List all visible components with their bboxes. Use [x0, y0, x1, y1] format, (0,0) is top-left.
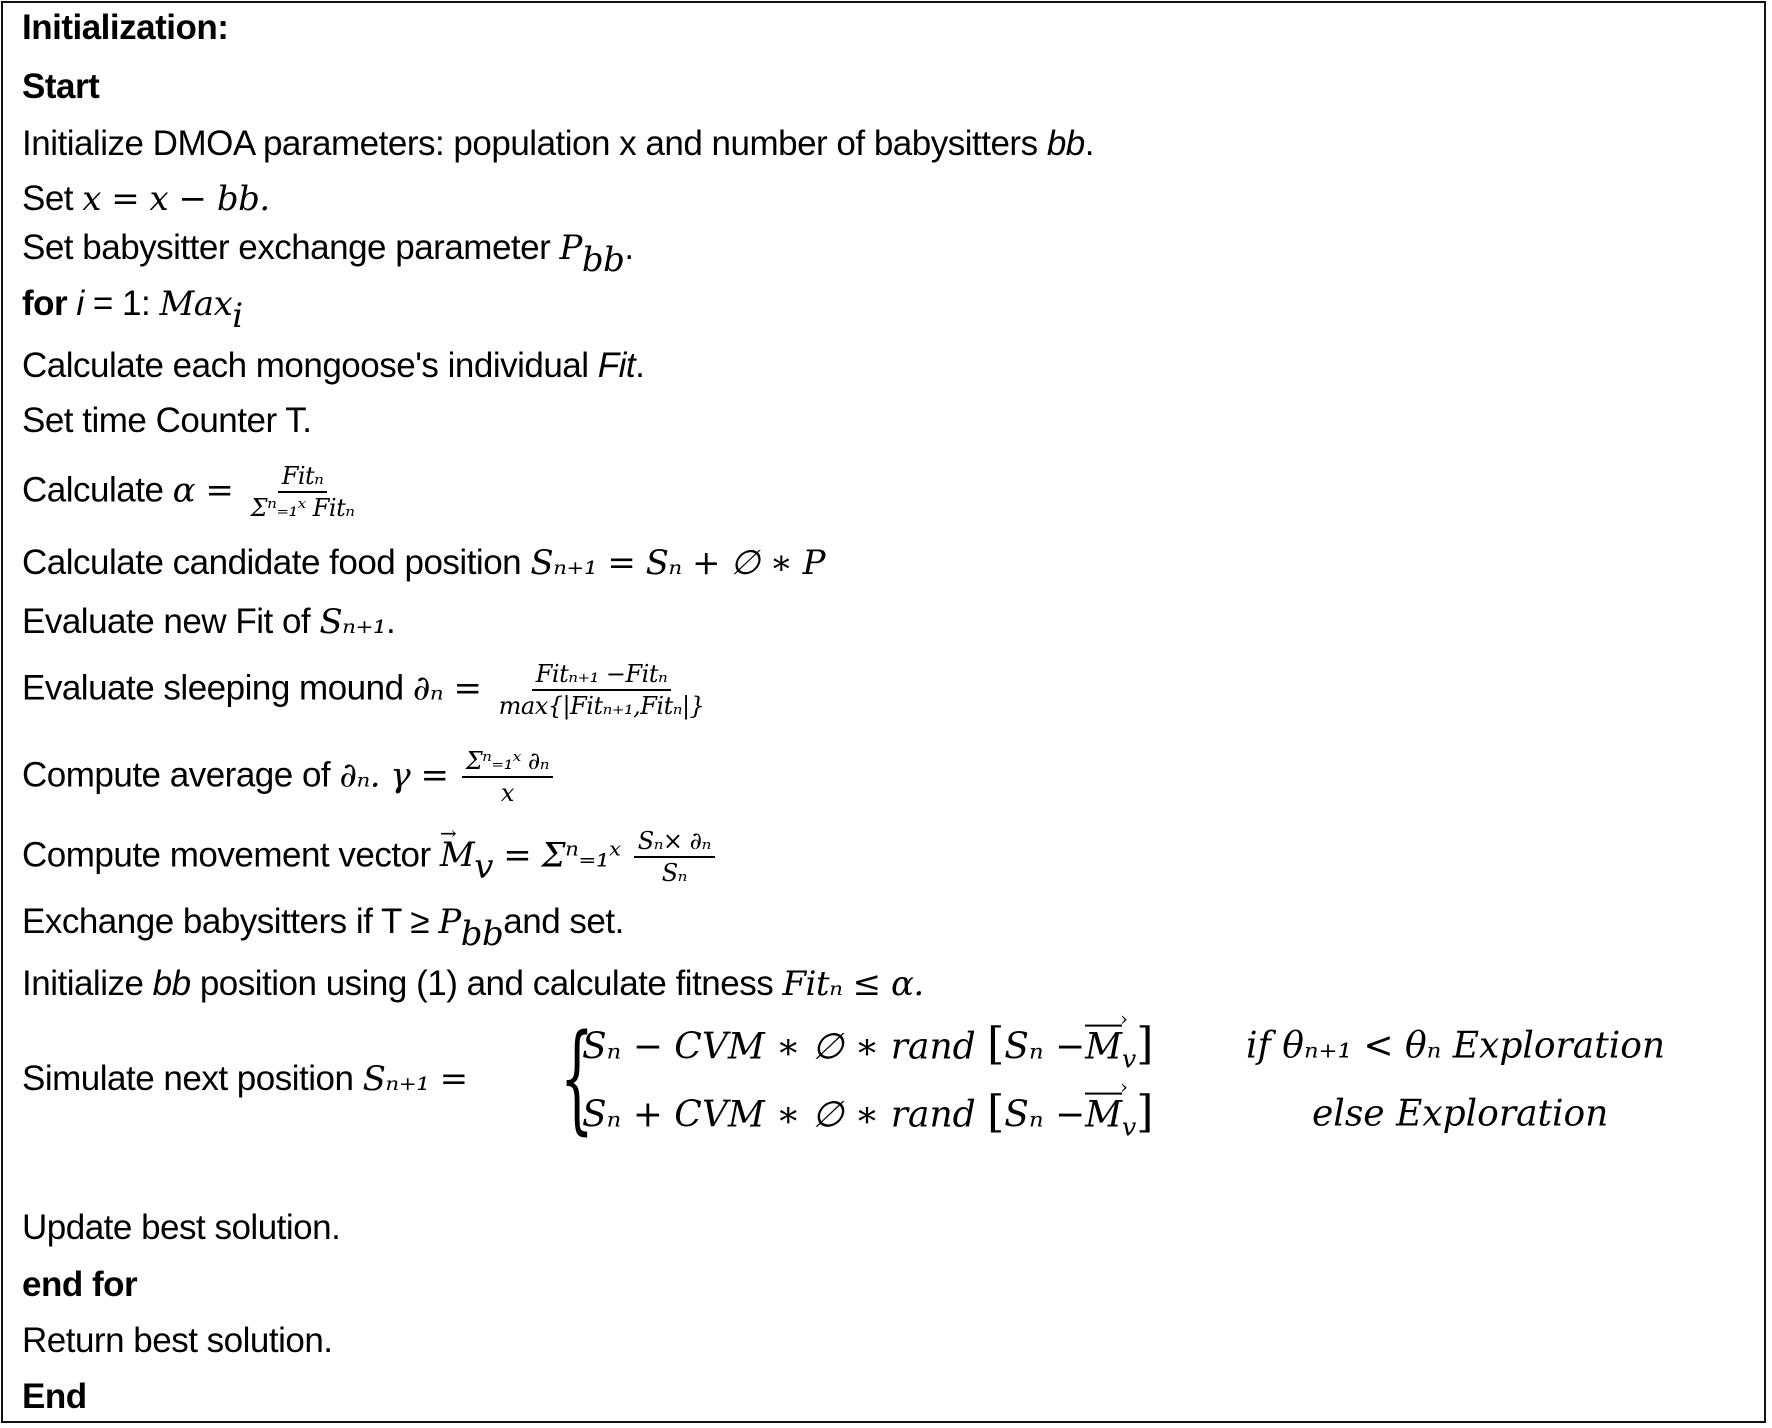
movement-vector-line: Compute movement vector → $M_v$ = Σⁿ₌₁ˣ $\frac{\text{Sₙ× ∂ₙ}}{\text{Sₙ}}$ — [22, 826, 719, 888]
calc-fit-line: Calculate each mongoose's individual Fit. — [22, 346, 645, 385]
average-fraction: $\frac{\text{Σⁿ₌₁ˣ ∂ₙ}}{x}$ — [462, 746, 553, 808]
for-loop-line: for i = 1: Max$_i$ — [22, 284, 243, 336]
set-pbb-line: Set babysitter exchange parameter $P_{bb}$. — [22, 228, 634, 280]
init-bb-line: Initialize bb position using (1) and calculate fitness Fitₙ ≤ α. — [22, 964, 924, 1004]
start-keyword: Start — [22, 67, 100, 106]
sleeping-mound-line: Evaluate sleeping mound ∂ₙ = $\frac{\text{Fitₙ₊₁ −Fitₙ}}{\text{max\{|Fitₙ₊₁,Fitₙ|\}}}$ — [22, 659, 712, 721]
case-exploration-1: Sₙ − CVM ∗ ∅ ∗ rand [Sₙ −M $›_v$] — [582, 1019, 1153, 1074]
condition-2: else Exploration — [1312, 1093, 1609, 1135]
return-line: Return best solution. — [22, 1321, 333, 1360]
average-line: Compute average of ∂ₙ. γ = $\frac{\text{Σⁿ₌₁ˣ ∂ₙ}}{x}$ — [22, 746, 557, 808]
init-params-line: Initialize DMOA parameters: population x and number of babysitters bb. — [22, 124, 1094, 163]
alpha-fraction: $\frac{\text{Fitₙ}}{\text{Σⁿ₌₁ˣ Fitₙ}}$ — [250, 462, 355, 522]
case-exploration-2: Sₙ + CVM ∗ ∅ ∗ rand [Sₙ −M $›_v$] — [582, 1087, 1153, 1142]
sleep-fraction: $\frac{\text{Fitₙ₊₁ −Fitₙ}}{\text{max\{|Fitₙ₊₁,Fitₙ|\}}}$ — [498, 660, 705, 720]
candidate-line: Calculate candidate food position Sₙ₊₁ = Sₙ + ∅ ∗ P — [22, 543, 826, 583]
piecewise-brace: { — [560, 1008, 594, 1146]
calc-alpha-line: Calculate α = $\frac{\text{Fitₙ}}{\text{Σⁿ₌₁ˣ Fitₙ}}$ — [22, 461, 362, 523]
set-x-formula: x = x − bb. — [82, 179, 270, 219]
eval-fit-line: Evaluate new Fit of Sₙ₊₁. — [22, 602, 396, 642]
simulate-line: Simulate next position Sₙ₊₁ = — [22, 1059, 468, 1099]
condition-1: if θₙ₊₁ < θₙ Exploration — [1246, 1025, 1666, 1067]
exchange-line: Exchange babysitters if $T \ge P_{bb}and$ set. — [22, 902, 624, 954]
set-x-line: Set x = x − bb. — [22, 179, 270, 219]
vector-arrow: → M — [440, 835, 474, 875]
candidate-formula: Sₙ₊₁ = Sₙ + ∅ ∗ P — [530, 543, 826, 583]
movement-fraction: $\frac{\text{Sₙ× ∂ₙ}}{\text{Sₙ}}$ — [634, 826, 715, 888]
set-time-line: Set time Counter T. — [22, 401, 312, 440]
end-keyword: End — [22, 1377, 87, 1416]
end-for-keyword: end for — [22, 1265, 138, 1304]
heading-initialization: Initialization: — [22, 8, 229, 47]
update-line: Update best solution. — [22, 1208, 341, 1247]
for-keyword: for — [22, 284, 68, 324]
